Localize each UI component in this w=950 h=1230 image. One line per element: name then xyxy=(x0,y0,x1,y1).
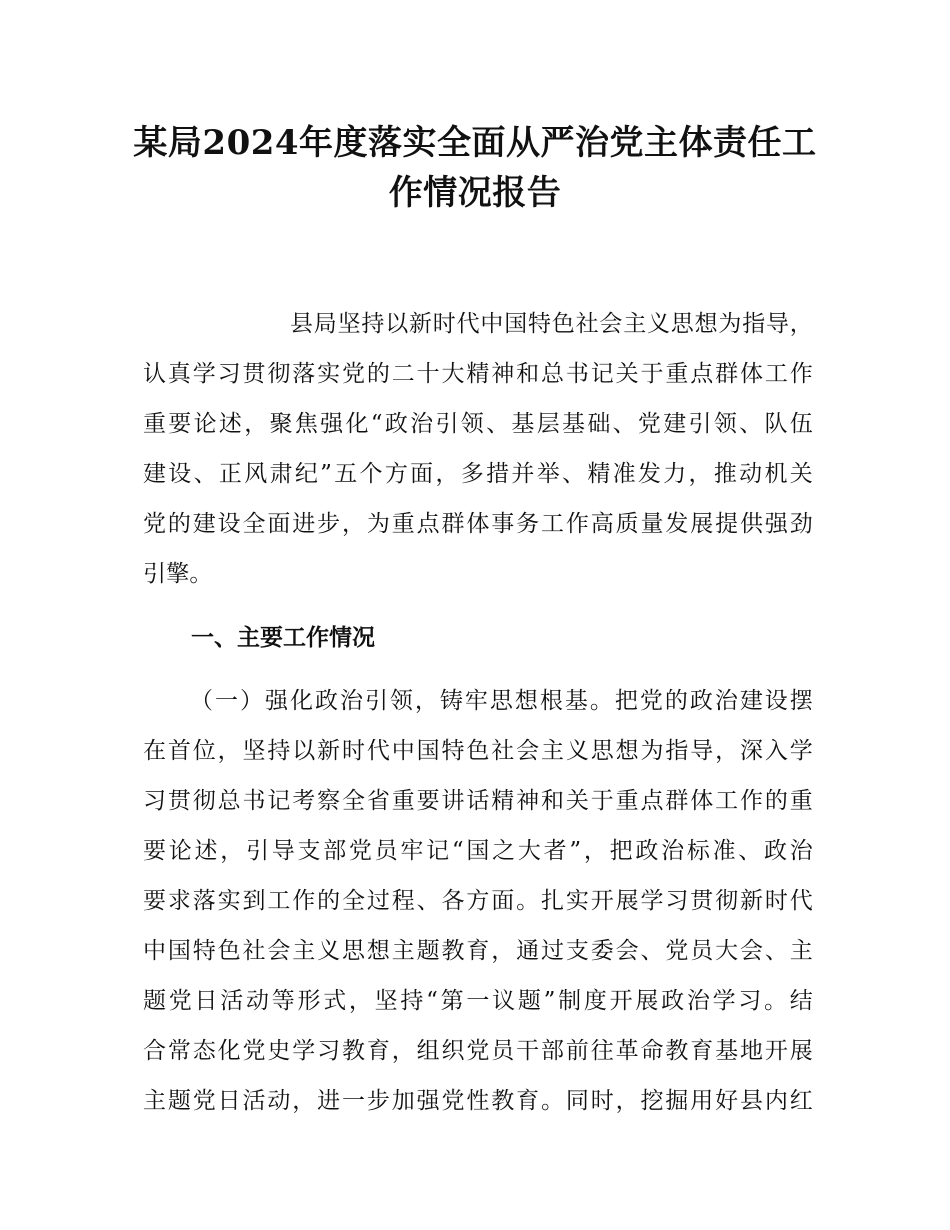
intro-line: 认真学习贯彻落实党的二十大精神和总书记关于重点群体工作 xyxy=(143,361,813,387)
body-line: 题党日活动等形式，坚持“第一议题”制度开展政治学习。结 xyxy=(143,988,813,1014)
body-line: 要求落实到工作的全过程、各方面。扎实开展学习贯彻新时代 xyxy=(143,888,813,914)
document-title-line-1: 某局2024年度落实全面从严治党主体责任工 xyxy=(133,123,817,163)
body-line: 主题党日活动，进一步加强党性教育。同时，挖掘用好县内红 xyxy=(143,1088,813,1114)
intro-line: 党的建设全面进步，为重点群体事务工作高质量发展提供强劲 xyxy=(143,511,813,537)
intro-line: 县局坚持以新时代中国特色社会主义思想为指导， xyxy=(290,311,813,337)
body-line: （一）强化政治引领，铸牢思想根基。把党的政治建设摆 xyxy=(190,688,813,714)
intro-line: 建设、正风肃纪”五个方面，多措并举、精准发力，推动机关 xyxy=(143,461,813,487)
body-line: 合常态化党史学习教育，组织党员干部前往革命教育基地开展 xyxy=(143,1038,813,1064)
section-heading: 一、主要工作情况 xyxy=(191,625,375,651)
body-line: 习贯彻总书记考察全省重要讲话精神和关于重点群体工作的重 xyxy=(143,788,813,814)
intro-line: 引擎。 xyxy=(143,561,213,587)
body-line: 中国特色社会主义思想主题教育，通过支委会、党员大会、主 xyxy=(143,938,813,964)
document-title-line-2: 作情况报告 xyxy=(388,173,562,213)
body-line: 在首位，坚持以新时代中国特色社会主义思想为指导，深入学 xyxy=(143,738,813,764)
intro-line: 重要论述，聚焦强化“政治引领、基层基础、党建引领、队伍 xyxy=(143,411,813,437)
body-line: 要论述，引导支部党员牢记“国之大者”，把政治标准、政治 xyxy=(143,838,813,864)
